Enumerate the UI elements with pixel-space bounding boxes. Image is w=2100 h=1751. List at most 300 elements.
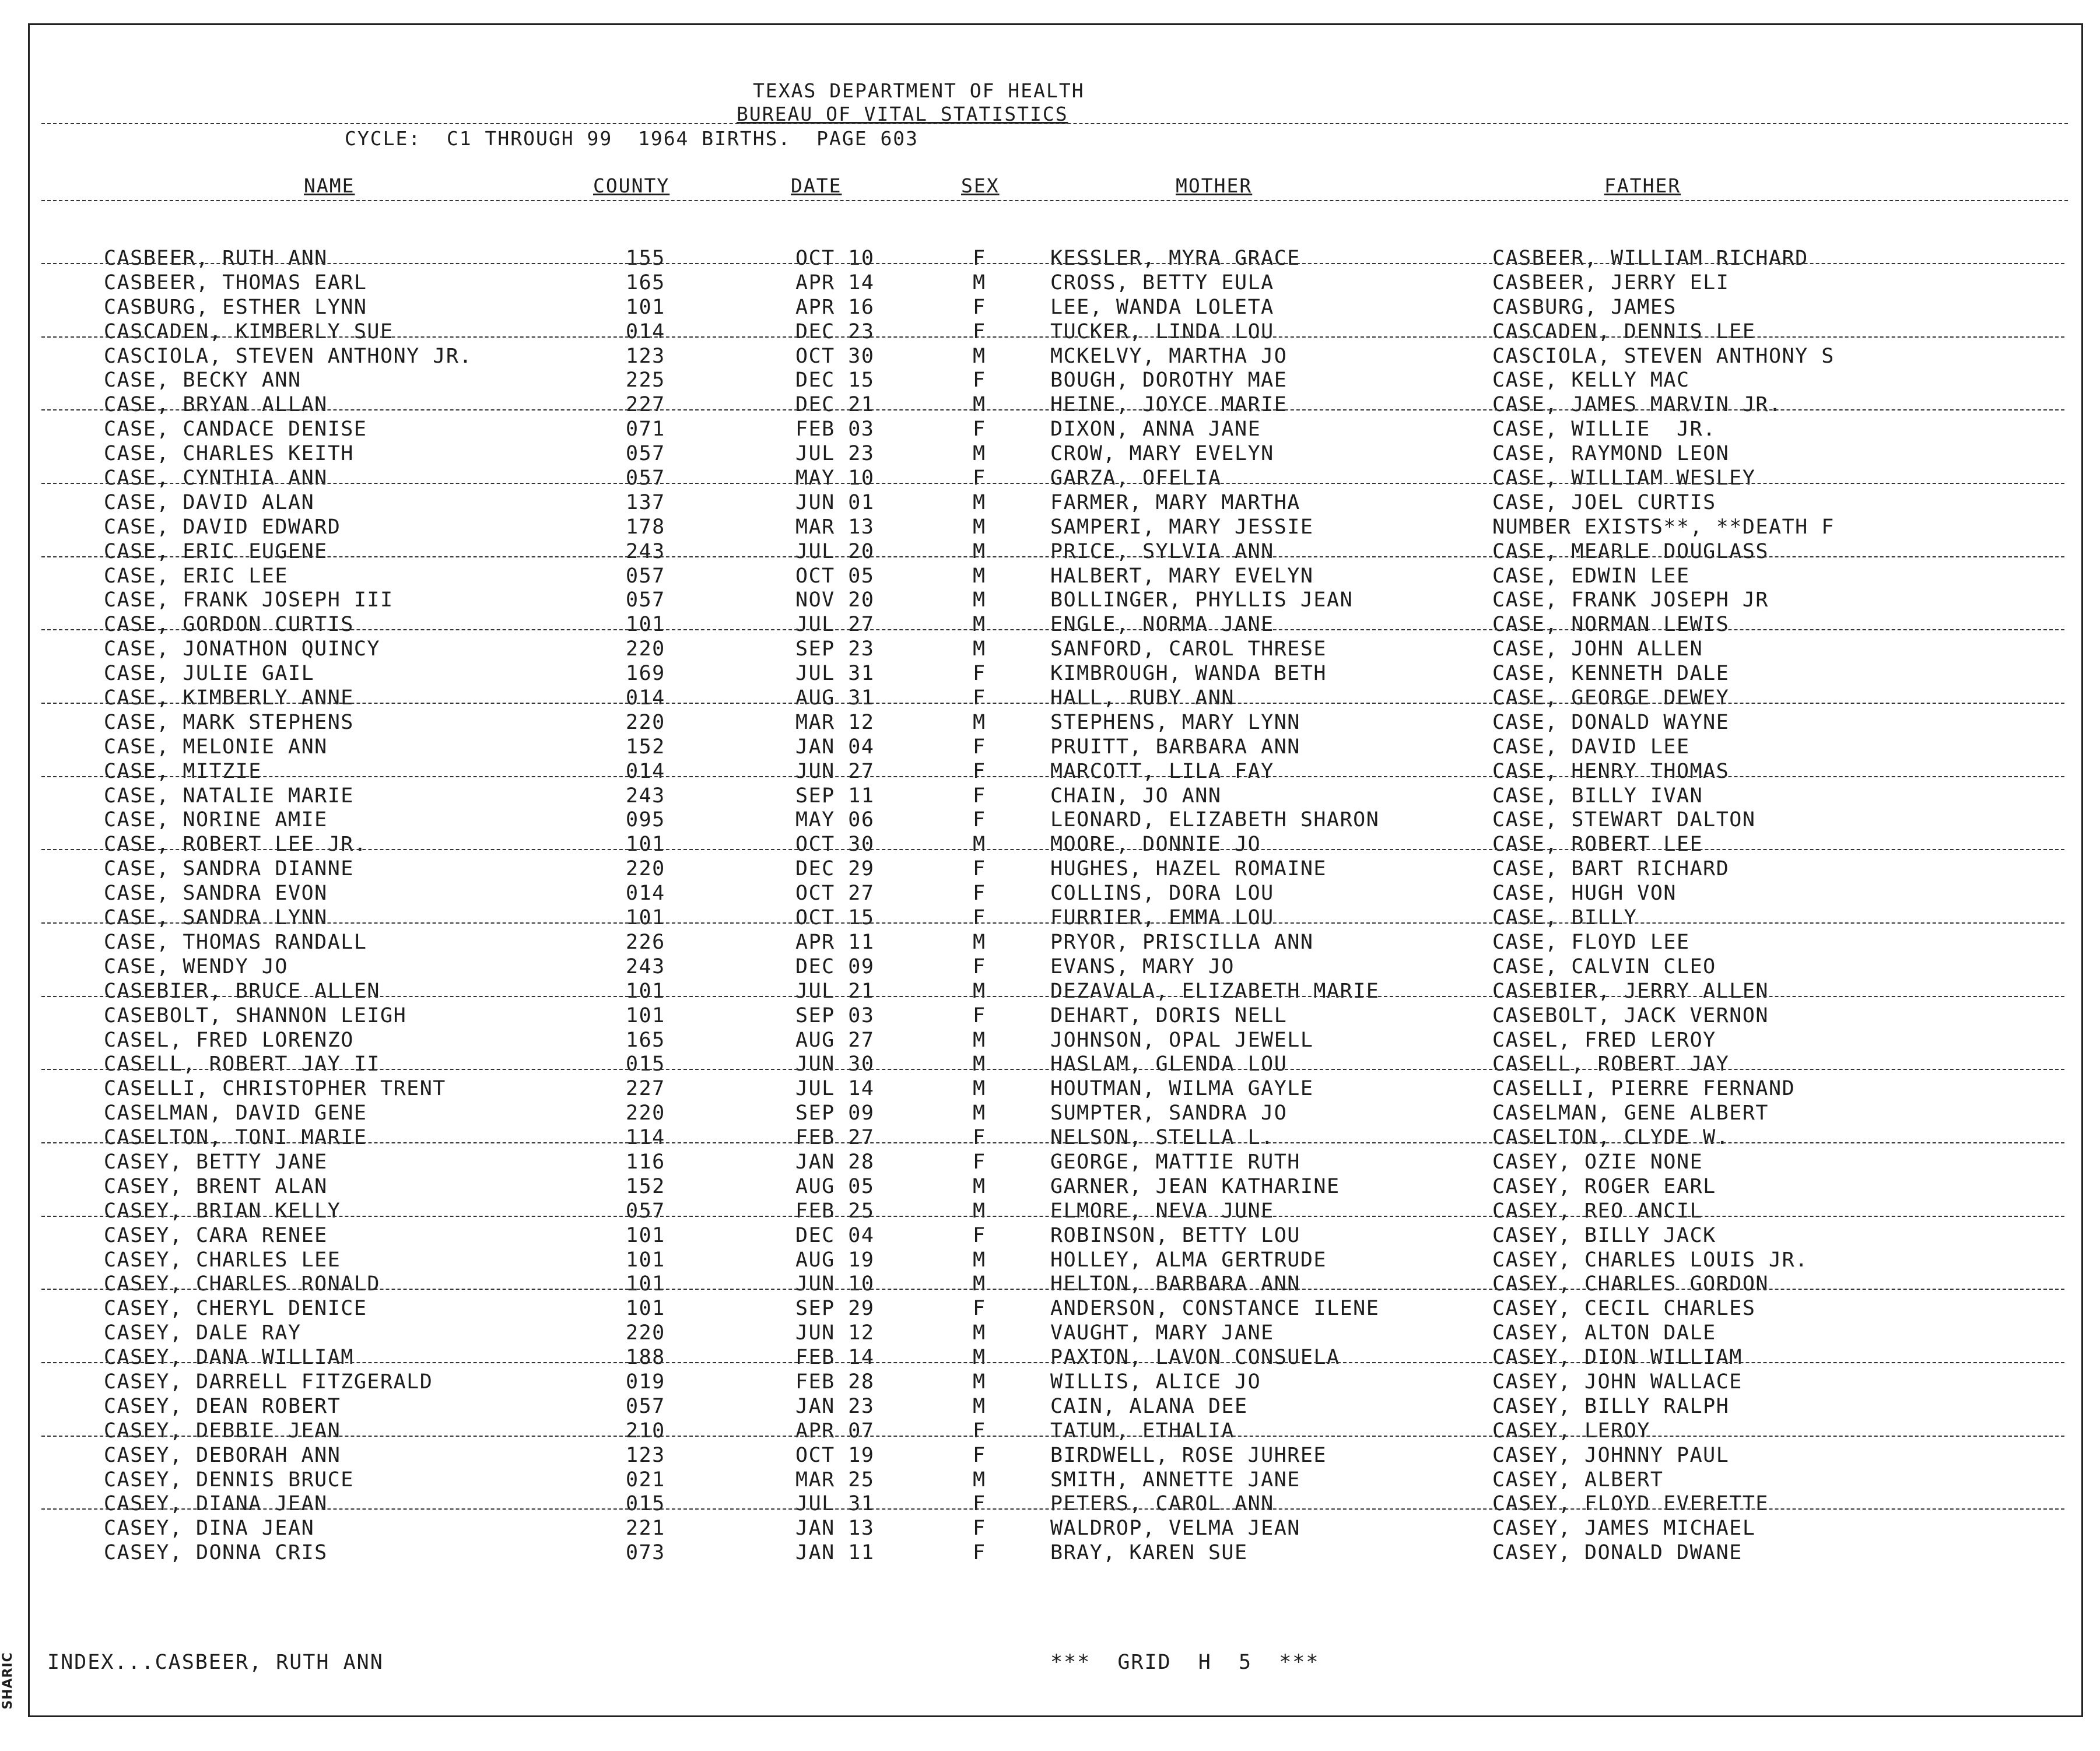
- record-date: JUL 20: [795, 539, 875, 563]
- record-row: [30, 955, 2081, 980]
- record-father: CASCADEN, DENNIS LEE: [1492, 320, 1756, 343]
- record-father: CASE, WILLIE JR.: [1492, 417, 1716, 441]
- record-row: [30, 662, 2081, 686]
- record-county: 169: [626, 662, 665, 686]
- record-date: JAN 13: [795, 1517, 875, 1541]
- record-row: [30, 1004, 2081, 1029]
- record-mother: HOLLEY, ALMA GERTRUDE: [1050, 1248, 1327, 1272]
- record-name: CASE, NORINE AMIE: [104, 808, 328, 832]
- record-father: CASE, BART RICHARD: [1492, 857, 1730, 881]
- record-mother: ANDERSON, CONSTANCE ILENE: [1050, 1297, 1380, 1321]
- record-date: MAR 13: [795, 515, 875, 539]
- record-county: 095: [626, 808, 665, 832]
- record-father: CASELL, ROBERT JAY: [1492, 1052, 1730, 1076]
- record-row: [30, 1346, 2081, 1370]
- record-date: DEC 04: [795, 1223, 875, 1247]
- record-father: CASEL, FRED LEROY: [1492, 1028, 1716, 1052]
- record-date: OCT 30: [795, 833, 875, 857]
- record-name: CASE, NATALIE MARIE: [104, 784, 354, 808]
- record-date: JUL 27: [795, 613, 875, 637]
- record-father: CASE, DONALD WAYNE: [1492, 710, 1730, 734]
- records-list: [30, 247, 2081, 1566]
- record-mother: ELMORE, NEVA JUNE: [1050, 1199, 1274, 1223]
- record-row: [30, 1077, 2081, 1101]
- record-father: CASE, STEWART DALTON: [1492, 808, 1756, 832]
- record-sex: F: [973, 1223, 986, 1247]
- record-father: CASELTON, CLYDE W.: [1492, 1126, 1730, 1150]
- record-date: OCT 19: [795, 1443, 875, 1467]
- record-sex: F: [973, 759, 986, 783]
- record-sex: M: [973, 1077, 986, 1101]
- record-county: 178: [626, 515, 665, 539]
- record-mother: NELSON, STELLA L.: [1050, 1126, 1274, 1150]
- record-sex: F: [973, 1443, 986, 1467]
- record-sex: F: [973, 1126, 986, 1150]
- record-date: MAY 06: [795, 808, 875, 832]
- record-row: [30, 1321, 2081, 1346]
- record-county: 101: [626, 833, 665, 857]
- record-sex: M: [973, 1272, 986, 1296]
- record-county: 225: [626, 369, 665, 392]
- record-name: CASE, THOMAS RANDALL: [104, 930, 367, 954]
- column-header-divider: [41, 200, 2068, 201]
- record-father: CASEY, BILLY JACK: [1492, 1223, 1716, 1247]
- record-sex: F: [973, 320, 986, 343]
- record-name: CASE, CYNTHIA ANN: [104, 466, 328, 490]
- record-mother: COLLINS, DORA LOU: [1050, 882, 1274, 906]
- record-father: CASBEER, WILLIAM RICHARD: [1492, 247, 1808, 270]
- record-date: AUG 27: [795, 1028, 875, 1052]
- record-date: DEC 15: [795, 369, 875, 392]
- record-date: JUL 21: [795, 979, 875, 1003]
- record-county: 123: [626, 344, 665, 368]
- record-mother: STEPHENS, MARY LYNN: [1050, 710, 1300, 734]
- record-name: CASE, ERIC EUGENE: [104, 539, 328, 563]
- record-date: JUL 23: [795, 442, 875, 466]
- record-mother: KESSLER, MYRA GRACE: [1050, 247, 1300, 270]
- record-sex: F: [973, 662, 986, 686]
- record-county: 114: [626, 1126, 665, 1150]
- record-row: [30, 686, 2081, 711]
- index-line: INDEX...CASBEER, RUTH ANN: [47, 1651, 384, 1674]
- record-county: 220: [626, 857, 665, 881]
- record-father: CASEY, ALBERT: [1492, 1468, 1664, 1492]
- record-sex: M: [973, 1248, 986, 1272]
- record-mother: EVANS, MARY JO: [1050, 955, 1235, 978]
- record-county: 226: [626, 930, 665, 954]
- record-father: CASE, BILLY: [1492, 906, 1638, 930]
- record-county: 101: [626, 1223, 665, 1247]
- record-name: CASE, DAVID ALAN: [104, 490, 315, 514]
- record-date: DEC 29: [795, 857, 875, 881]
- record-father: CASEY, CHARLES LOUIS JR.: [1492, 1248, 1808, 1272]
- record-mother: WILLIS, ALICE JO: [1050, 1370, 1261, 1394]
- record-name: CASE, SANDRA DIANNE: [104, 857, 354, 881]
- record-date: SEP 29: [795, 1297, 875, 1321]
- record-name: CASE, BECKY ANN: [104, 369, 301, 392]
- record-county: 101: [626, 1248, 665, 1272]
- record-county: 220: [626, 637, 665, 661]
- record-mother: HOUTMAN, WILMA GAYLE: [1050, 1077, 1314, 1101]
- record-row: [30, 296, 2081, 320]
- record-county: 101: [626, 1003, 665, 1027]
- record-mother: BIRDWELL, ROSE JUHREE: [1050, 1443, 1327, 1467]
- record-mother: HALBERT, MARY EVELYN: [1050, 564, 1314, 588]
- cycle-line: CYCLE: C1 THROUGH 99 1964 BIRTHS. PAGE 603: [345, 127, 919, 150]
- record-row: [30, 1444, 2081, 1468]
- record-father: CASCIOLA, STEVEN ANTHONY S: [1492, 344, 1835, 368]
- record-county: 243: [626, 955, 665, 978]
- record-mother: FURRIER, EMMA LOU: [1050, 906, 1274, 930]
- record-father: CASEY, ALTON DALE: [1492, 1321, 1716, 1345]
- record-date: MAY 10: [795, 466, 875, 490]
- record-county: 221: [626, 1517, 665, 1541]
- record-father: CASEY, ROGER EARL: [1492, 1174, 1716, 1198]
- record-sex: M: [973, 833, 986, 857]
- column-header-name: NAME: [304, 174, 355, 197]
- record-row: [30, 393, 2081, 417]
- record-county: 227: [626, 1077, 665, 1101]
- record-name: CASEY, DEBORAH ANN: [104, 1443, 341, 1467]
- record-sex: F: [973, 784, 986, 808]
- record-date: JAN 28: [795, 1150, 875, 1174]
- record-name: CASELLI, CHRISTOPHER TRENT: [104, 1077, 446, 1101]
- record-sex: M: [973, 344, 986, 368]
- record-name: CASE, FRANK JOSEPH III: [104, 588, 394, 612]
- record-sex: F: [973, 686, 986, 710]
- record-row: [30, 1126, 2081, 1150]
- record-name: CASE, MELONIE ANN: [104, 735, 328, 759]
- record-name: CASE, WENDY JO: [104, 955, 289, 978]
- record-sex: F: [973, 906, 986, 930]
- record-name: CASEBIER, BRUCE ALLEN: [104, 979, 381, 1003]
- record-father: CASE, GEORGE DEWEY: [1492, 686, 1730, 710]
- record-county: 101: [626, 906, 665, 930]
- record-father: NUMBER EXISTS**, **DEATH F: [1492, 515, 1835, 539]
- record-name: CASE, BRYAN ALLAN: [104, 393, 328, 417]
- record-sex: F: [973, 1150, 986, 1174]
- record-county: 019: [626, 1370, 665, 1394]
- column-header-county: COUNTY: [593, 174, 670, 197]
- record-sex: M: [973, 710, 986, 734]
- record-sex: M: [973, 1052, 986, 1076]
- record-sex: M: [973, 271, 986, 294]
- record-name: CASE, ROBERT LEE JR.: [104, 833, 367, 857]
- record-father: CASEY, LEROY: [1492, 1419, 1650, 1443]
- record-county: 243: [626, 784, 665, 808]
- record-sex: F: [973, 247, 986, 270]
- record-mother: FARMER, MARY MARTHA: [1050, 490, 1300, 514]
- record-sex: F: [973, 1419, 986, 1443]
- record-father: CASE, HUGH VON: [1492, 882, 1677, 906]
- record-mother: TUCKER, LINDA LOU: [1050, 320, 1274, 343]
- record-sex: M: [973, 1101, 986, 1125]
- record-date: APR 07: [795, 1419, 875, 1443]
- record-county: 137: [626, 490, 665, 514]
- record-sex: M: [973, 1370, 986, 1394]
- record-name: CASEY, DEBBIE JEAN: [104, 1419, 341, 1443]
- record-mother: HUGHES, HAZEL ROMAINE: [1050, 857, 1327, 881]
- record-father: CASE, JOHN ALLEN: [1492, 637, 1703, 661]
- record-name: CASEY, DENNIS BRUCE: [104, 1468, 354, 1492]
- record-name: CASCIOLA, STEVEN ANTHONY JR.: [104, 344, 473, 368]
- record-row: [30, 1492, 2081, 1517]
- record-mother: CHAIN, JO ANN: [1050, 784, 1222, 808]
- record-name: CASEY, CHARLES RONALD: [104, 1272, 381, 1296]
- record-mother: KIMBROUGH, WANDA BETH: [1050, 662, 1327, 686]
- record-row: [30, 1224, 2081, 1248]
- record-sex: M: [973, 613, 986, 637]
- record-date: FEB 27: [795, 1126, 875, 1150]
- record-sex: M: [973, 393, 986, 417]
- record-name: CASE, SANDRA EVON: [104, 882, 328, 906]
- record-father: CASE, WILLIAM WESLEY: [1492, 466, 1756, 490]
- record-father: CASEY, FLOYD EVERETTE: [1492, 1492, 1769, 1516]
- record-county: 220: [626, 710, 665, 734]
- record-sex: F: [973, 735, 986, 759]
- record-row: [30, 1175, 2081, 1199]
- record-county: 073: [626, 1541, 665, 1565]
- record-name: CASELMAN, DAVID GENE: [104, 1101, 367, 1125]
- record-date: DEC 21: [795, 393, 875, 417]
- record-row: [30, 857, 2081, 882]
- record-sex: M: [973, 442, 986, 466]
- record-father: CASE, RAYMOND LEON: [1492, 442, 1730, 466]
- record-county: 210: [626, 1419, 665, 1443]
- record-mother: CROSS, BETTY EULA: [1050, 271, 1274, 294]
- record-county: 220: [626, 1321, 665, 1345]
- record-father: CASEY, JOHNNY PAUL: [1492, 1443, 1730, 1467]
- record-date: APR 11: [795, 930, 875, 954]
- record-father: CASE, EDWIN LEE: [1492, 564, 1690, 588]
- record-row: [30, 1468, 2081, 1493]
- record-row: [30, 1029, 2081, 1053]
- record-father: CASE, CALVIN CLEO: [1492, 955, 1716, 978]
- record-sex: F: [973, 882, 986, 906]
- record-mother: DEHART, DORIS NELL: [1050, 1003, 1288, 1027]
- record-name: CASELL, ROBERT JAY II: [104, 1052, 381, 1076]
- record-name: CASBEER, THOMAS EARL: [104, 271, 367, 294]
- record-county: 057: [626, 442, 665, 466]
- record-sex: F: [973, 808, 986, 832]
- record-date: JUN 30: [795, 1052, 875, 1076]
- record-date: AUG 31: [795, 686, 875, 710]
- record-row: [30, 369, 2081, 393]
- record-row: [30, 808, 2081, 833]
- record-father: CASE, JAMES MARVIN JR.: [1492, 393, 1782, 417]
- record-father: CASEBOLT, JACK VERNON: [1492, 1003, 1769, 1027]
- record-father: CASE, MEARLE DOUGLASS: [1492, 539, 1769, 563]
- record-name: CASEY, DIANA JEAN: [104, 1492, 328, 1516]
- record-date: OCT 30: [795, 344, 875, 368]
- record-sex: F: [973, 1003, 986, 1027]
- record-mother: SMITH, ANNETTE JANE: [1050, 1468, 1300, 1492]
- record-row: [30, 735, 2081, 760]
- record-date: JUN 10: [795, 1272, 875, 1296]
- record-father: CASEY, REO ANCIL: [1492, 1199, 1703, 1223]
- record-date: DEC 23: [795, 320, 875, 343]
- record-county: 165: [626, 271, 665, 294]
- record-mother: LEONARD, ELIZABETH SHARON: [1050, 808, 1380, 832]
- record-mother: CROW, MARY EVELYN: [1050, 442, 1274, 466]
- record-name: CASE, CANDACE DENISE: [104, 417, 367, 441]
- record-date: AUG 19: [795, 1248, 875, 1272]
- record-sex: M: [973, 1321, 986, 1345]
- record-row: [30, 882, 2081, 906]
- record-mother: HELTON, BARBARA ANN: [1050, 1272, 1300, 1296]
- record-row: [30, 540, 2081, 564]
- record-county: 057: [626, 1394, 665, 1418]
- column-header-mother: MOTHER: [1176, 174, 1253, 197]
- record-name: CASE, SANDRA LYNN: [104, 906, 328, 930]
- record-name: CASE, KIMBERLY ANNE: [104, 686, 354, 710]
- record-date: JUL 31: [795, 662, 875, 686]
- record-name: CASEY, DONNA CRIS: [104, 1541, 328, 1565]
- record-county: 101: [626, 979, 665, 1003]
- record-row: [30, 247, 2081, 271]
- record-father: CASE, NORMAN LEWIS: [1492, 613, 1730, 637]
- record-father: CASEY, DONALD DWANE: [1492, 1541, 1743, 1565]
- record-county: 014: [626, 686, 665, 710]
- record-sex: F: [973, 1541, 986, 1565]
- record-mother: HASLAM, GLENDA LOU: [1050, 1052, 1288, 1076]
- record-date: JUN 01: [795, 490, 875, 514]
- record-sex: M: [973, 1199, 986, 1223]
- record-county: 243: [626, 539, 665, 563]
- record-sex: M: [973, 1028, 986, 1052]
- record-mother: LEE, WANDA LOLETA: [1050, 295, 1274, 319]
- record-mother: GARZA, OFELIA: [1050, 466, 1222, 490]
- record-mother: GARNER, JEAN KATHARINE: [1050, 1174, 1340, 1198]
- record-name: CASEY, CHARLES LEE: [104, 1248, 341, 1272]
- record-county: 071: [626, 417, 665, 441]
- record-county: 220: [626, 1101, 665, 1125]
- record-name: CASELTON, TONI MARIE: [104, 1126, 367, 1150]
- record-mother: HALL, RUBY ANN: [1050, 686, 1235, 710]
- record-row: [30, 466, 2081, 491]
- record-mother: TATUM, ETHALIA: [1050, 1419, 1235, 1443]
- record-date: AUG 05: [795, 1174, 875, 1198]
- record-date: MAR 12: [795, 710, 875, 734]
- record-father: CASEY, JAMES MICHAEL: [1492, 1517, 1756, 1541]
- record-date: JUL 31: [795, 1492, 875, 1516]
- record-county: 014: [626, 882, 665, 906]
- record-date: SEP 09: [795, 1101, 875, 1125]
- record-sex: F: [973, 1517, 986, 1541]
- side-label: SHARIC: [0, 1652, 15, 1710]
- record-date: JUL 14: [795, 1077, 875, 1101]
- record-row: [30, 906, 2081, 931]
- record-date: SEP 23: [795, 637, 875, 661]
- record-father: CASELLI, PIERRE FERNAND: [1492, 1077, 1796, 1101]
- record-sex: F: [973, 955, 986, 978]
- record-father: CASBEER, JERRY ELI: [1492, 271, 1730, 294]
- record-county: 057: [626, 564, 665, 588]
- record-mother: SUMPTER, SANDRA JO: [1050, 1101, 1288, 1125]
- record-county: 021: [626, 1468, 665, 1492]
- record-date: FEB 25: [795, 1199, 875, 1223]
- record-name: CASEL, FRED LORENZO: [104, 1028, 354, 1052]
- record-row: [30, 980, 2081, 1004]
- record-name: CASEY, DINA JEAN: [104, 1517, 315, 1541]
- record-row: [30, 711, 2081, 735]
- record-row: [30, 1297, 2081, 1321]
- record-sex: M: [973, 588, 986, 612]
- record-father: CASEY, OZIE NONE: [1492, 1150, 1703, 1174]
- record-mother: BOLLINGER, PHYLLIS JEAN: [1050, 588, 1354, 612]
- record-name: CASCADEN, KIMBERLY SUE: [104, 320, 394, 343]
- record-row: [30, 1541, 2081, 1566]
- record-county: 057: [626, 1199, 665, 1223]
- column-header-father: FATHER: [1604, 174, 1681, 197]
- bureau-title: BUREAU OF VITAL STATISTICS: [737, 103, 1068, 125]
- record-row: [30, 1150, 2081, 1175]
- record-county: 165: [626, 1028, 665, 1052]
- record-father: CASE, FRANK JOSEPH JR: [1492, 588, 1769, 612]
- record-sex: M: [973, 1394, 986, 1418]
- record-date: DEC 09: [795, 955, 875, 978]
- record-row: [30, 1248, 2081, 1273]
- record-name: CASBURG, ESTHER LYNN: [104, 295, 367, 319]
- record-mother: MOORE, DONNIE JO: [1050, 833, 1261, 857]
- record-mother: BRAY, KAREN SUE: [1050, 1541, 1248, 1565]
- record-mother: PETERS, CAROL ANN: [1050, 1492, 1274, 1516]
- record-county: 014: [626, 320, 665, 343]
- column-header-date: DATE: [791, 174, 842, 197]
- record-row: [30, 1052, 2081, 1077]
- record-sex: M: [973, 1174, 986, 1198]
- record-mother: DEZAVALA, ELIZABETH MARIE: [1050, 979, 1380, 1003]
- record-mother: PRUITT, BARBARA ANN: [1050, 735, 1300, 759]
- record-sex: M: [973, 979, 986, 1003]
- record-row: [30, 320, 2081, 345]
- record-sex: F: [973, 1297, 986, 1321]
- record-row: [30, 1370, 2081, 1395]
- record-father: CASE, HENRY THOMAS: [1492, 759, 1730, 783]
- record-date: OCT 05: [795, 564, 875, 588]
- record-name: CASE, DAVID EDWARD: [104, 515, 341, 539]
- document-sheet: [28, 23, 2083, 1717]
- record-county: 152: [626, 1174, 665, 1198]
- record-mother: CAIN, ALANA DEE: [1050, 1394, 1248, 1418]
- record-row: [30, 1199, 2081, 1224]
- record-father: CASEY, JOHN WALLACE: [1492, 1370, 1743, 1394]
- record-father: CASE, BILLY IVAN: [1492, 784, 1703, 808]
- record-date: APR 14: [795, 271, 875, 294]
- record-name: CASE, JULIE GAIL: [104, 662, 315, 686]
- record-county: 101: [626, 1272, 665, 1296]
- record-row: [30, 564, 2081, 589]
- record-father: CASELMAN, GENE ALBERT: [1492, 1101, 1769, 1125]
- record-mother: JOHNSON, OPAL JEWELL: [1050, 1028, 1314, 1052]
- record-name: CASE, GORDON CURTIS: [104, 613, 354, 637]
- record-mother: HEINE, JOYCE MARIE: [1050, 393, 1288, 417]
- record-father: CASEY, CHARLES GORDON: [1492, 1272, 1769, 1296]
- record-name: CASEY, CHERYL DENICE: [104, 1297, 367, 1321]
- record-row: [30, 1395, 2081, 1419]
- record-row: [30, 417, 2081, 442]
- record-mother: ENGLE, NORMA JANE: [1050, 613, 1274, 637]
- record-county: 227: [626, 393, 665, 417]
- record-father: CASEY, CECIL CHARLES: [1492, 1297, 1756, 1321]
- record-sex: M: [973, 515, 986, 539]
- record-mother: BOUGH, DOROTHY MAE: [1050, 369, 1288, 392]
- record-sex: M: [973, 637, 986, 661]
- record-mother: WALDROP, VELMA JEAN: [1050, 1517, 1300, 1541]
- record-row: [30, 491, 2081, 515]
- record-row: [30, 442, 2081, 466]
- record-county: 101: [626, 295, 665, 319]
